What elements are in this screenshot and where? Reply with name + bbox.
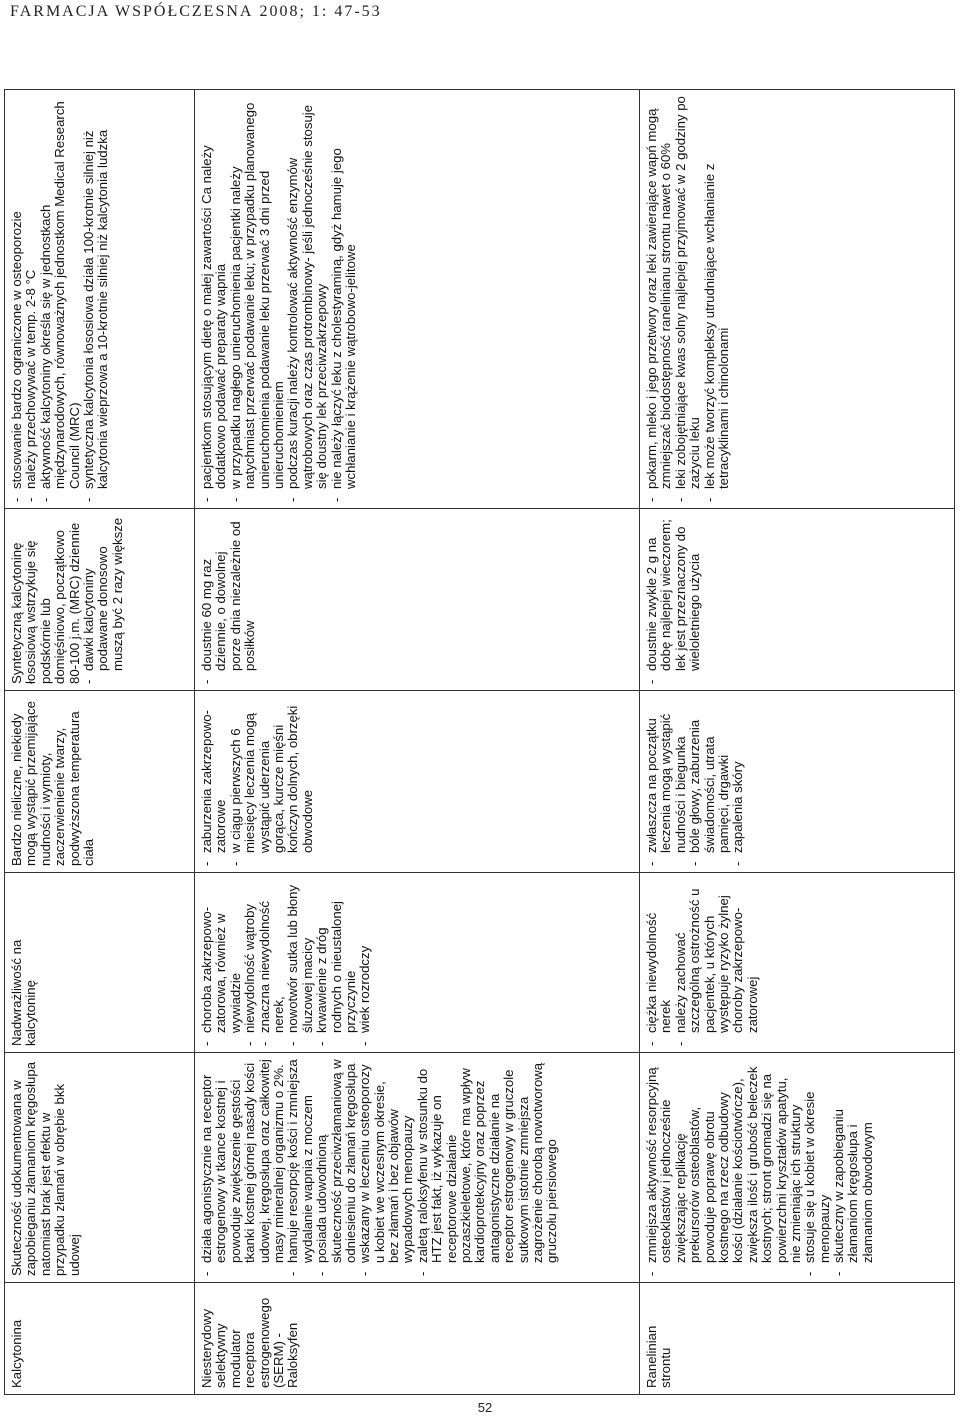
list-item: - aktywność kalcytoniny określa się w jednostkach międzynarodowych, równoważnych jednostkom Medical Research Council (MRC) [39, 96, 82, 502]
table-row-ranelinian [640, 90, 955, 1395]
list-item: - bóle głowy, zaburzenia świadomości, utrata pamięci, drgawki [688, 697, 731, 866]
cell-remarks [5, 90, 195, 509]
list-item: - dawki kalcytoniny podawane donosowo muszą być 2 razy większe [82, 515, 125, 684]
list-item: - należy przechowywać w temp. 2-8 °C [24, 96, 38, 502]
cell-contraindications [640, 873, 955, 1053]
list-item: - lek może tworzyć kompleksy utrudniające wchłanianie z tetracyklinami i chinolonami [703, 96, 732, 502]
list-item: - choroba zakrzepowo-zatorowa, również w wywiadzie [200, 879, 243, 1046]
journal-issue: 2008; 1: 47-53 [259, 3, 382, 20]
list-item: - leki zobojętniające kwas solny najlepiej przyjmować w 2 godziny po zażyciu leku [674, 96, 703, 502]
remarks-list [200, 96, 358, 502]
list-item: - doustnie zwykle 2 g na dobę najlepiej wieczorem; lek jest przeznaczony do wieloletniego użycia [645, 515, 703, 684]
list-item: - stosuje się u kobiet w okresie menopauzy [803, 1059, 832, 1276]
page-number: 52 [477, 1400, 493, 1415]
list-item: - nie należy łączyć leku z cholestyraminą, gdyż hamuje jego wchłanianie i krążenie wątrobowo-jelitowe [330, 96, 359, 502]
effects-list [645, 1059, 875, 1276]
list-item: - zapalenia skóry [731, 697, 745, 866]
drug-name: Kalcytonina [9, 1319, 24, 1388]
cell-contraindications [195, 873, 640, 1053]
list-item: - podczas kuracji należy kontrolować aktywność enzymów wątrobowych oraz czas protrombinowy- jeśli jednocześnie stosuje się doustny lek przeciwzakrzepowy [286, 96, 329, 502]
list-item: - nowotwór sutka lub błony śluzowej macicy [286, 879, 315, 1046]
contraindications-text: Nadwrażliwość na kalcytoninę [9, 939, 39, 1046]
dosing-list [82, 515, 125, 684]
effects-text: Skuteczność udokumentowana w zapobieganiu złamaniom kręgosłupa natomiast brak jest efektu w przypadku złamań w obrębie bkk udowej [9, 1061, 82, 1276]
list-item: - krwawienie z dróg rodnych o nieustalonej przyczynie [315, 879, 358, 1046]
effects-list [200, 1059, 560, 1276]
list-item: - niewydolność wątroby [243, 879, 257, 1046]
cell-effects [195, 1053, 640, 1283]
list-item: - działa agonistycznie na receptor estrogenowy w tkance kostnej i powoduje zwiększenie gęstości tkanki kostnej górnej nasady kości udowej, kręgosłupa oraz całkowitej masy mineralnej organizmu o 2%. [200, 1059, 286, 1276]
table-row-kalcytonina [5, 90, 195, 1395]
list-item: - ciężka niewydolność nerek [645, 879, 674, 1046]
journal-header [10, 3, 910, 25]
list-item: - stosowanie bardzo ograniczone w osteoporozie [10, 96, 24, 502]
list-item: - w ciągu pierwszych 6 miesięcy leczenia mogą wystąpić uderzenia gorąca, kurcze mięśni kończyn dolnych, obrzęki obwodowe [229, 697, 315, 866]
list-item: - hamuje resorpcję kości i zmniejsza wydalanie wapnia z moczem [286, 1059, 315, 1276]
cell-side-effects [640, 691, 955, 873]
list-item: - zmniejsza aktywność resorpcyjną osteoklastów i jednocześnie zwiększając replikację prekursorów osteoblastów, powoduje poprawę obrotu kostnego na rzecz odbudowy kości (działanie kościotwórcze), zwiększa ilość i grubość beleczek kostnych; stront gromadzi się na powierzchni kryształów apatytu, nie zmieniając ich struktury [645, 1059, 803, 1276]
list-item: - skuteczny w zapobieganiu złamaniom kręgosłupa i złamaniom obwodowym [832, 1059, 875, 1276]
side-effects-text: Bardzo nieliczne, niekiedy mogą wystąpić przemijające nudności i wymioty, zaczerwienienie twarzy, podwyższona temperatura ciała [9, 701, 96, 866]
list-item: - pokarm, mleko i jego przetwory oraz leki zawierające wapń mogą zmniejszać biodostępność ranelinianu strontu nawet o 60% [645, 96, 674, 502]
remarks-list [10, 96, 111, 502]
cell-side-effects [5, 691, 195, 873]
side-effects-list [200, 697, 315, 866]
cell-effects [640, 1053, 955, 1283]
list-item: - syntetyczna kalcytonia łososiowa działa 100-krotnie silniej niż kalcytonia wieprzowa a 10-krotnie silniej niż kalcytonia ludzka [82, 96, 111, 502]
rotated-table-container [4, 90, 954, 1395]
list-item: - doustnie 60 mg raz dziennie, o dowolnej porze dnia niezależnie od posiłków [200, 515, 258, 684]
journal-title: FARMACJA WSPÓŁCZESNA [10, 3, 254, 20]
list-item: - wiek rozrodczy [358, 879, 372, 1046]
cell-dosing [5, 509, 195, 691]
list-item: - zwłaszcza na początku leczenia mogą wystąpić nudności i biegunka [645, 697, 688, 866]
cell-dosing [195, 509, 640, 691]
list-item: - znaczna niewydolność nerek, [258, 879, 287, 1046]
cell-dosing [640, 509, 955, 691]
list-item: - wskazany w leczeniu osteoporozy u kobiet we wczesnym okresie, bez złamań i bez objawów wypadowych menopauzy [358, 1059, 416, 1276]
contraindications-list [200, 879, 373, 1046]
drug-comparison-table [4, 89, 955, 1395]
list-item: - zaburzenia zakrzepowo-zatorowe [200, 697, 229, 866]
dosing-list [200, 515, 258, 684]
drug-name: Niesterydowy selektywny modulator receptora estrogenowego (SERM) - Raloksyfen [199, 1297, 301, 1388]
list-item: - posiada udowodnioną skuteczność przeciwzłamaniową w odniesieniu do złamań kręgosłupa [315, 1059, 358, 1276]
cell-remarks [195, 90, 640, 509]
list-item: - pacjentkom stosującym dietę o małej zawartości Ca należy dodatkowo podawać preparaty wapnia [200, 96, 229, 502]
cell-effects [5, 1053, 195, 1283]
cell-drug-name [195, 1283, 640, 1395]
cell-drug-name [640, 1283, 955, 1395]
cell-remarks [640, 90, 955, 509]
list-item: - w przypadku nagłego unieruchomienia pacjentki należy natychmiast przerwać podawanie leku; w przypadku planowanego unieruchomienia podawanie leku przerwać 3 dni przed unieruchomieniem [229, 96, 287, 502]
drug-name: Ranelinian strontu [644, 1325, 674, 1388]
list-item: - zaletą raloksyfenu w stosunku do HTZ jest fakt, iż wykazuje on receptorowe działanie pozaszkieletowe, które ma wpływ kardioprotekcyjny oraz poprzez antagonistyczne działanie na receptor estrogenowy w gruczole sutkowym istotnie zmniejsza zagrożenie chorobą nowotworową gruczołu piersiowego [416, 1059, 560, 1276]
table-row-raloksyfen [195, 90, 640, 1395]
contraindications-list [645, 879, 760, 1046]
dosing-text: Syntetyczną kalcytoninę łososiową wstrzykuje się podskórnie lub domięśniowo, początkowo 80-100 j.m. (MRC) dziennie [9, 522, 82, 684]
side-effects-list [645, 697, 746, 866]
cell-contraindications [5, 873, 195, 1053]
list-item: - należy zachować szczególną ostrożność u pacjentek, u których występuje ryzyko żylnej choroby zakrzepowo-zatorowej [674, 879, 760, 1046]
cell-drug-name [5, 1283, 195, 1395]
remarks-list [645, 96, 731, 502]
dosing-list [645, 515, 703, 684]
cell-side-effects [195, 691, 640, 873]
